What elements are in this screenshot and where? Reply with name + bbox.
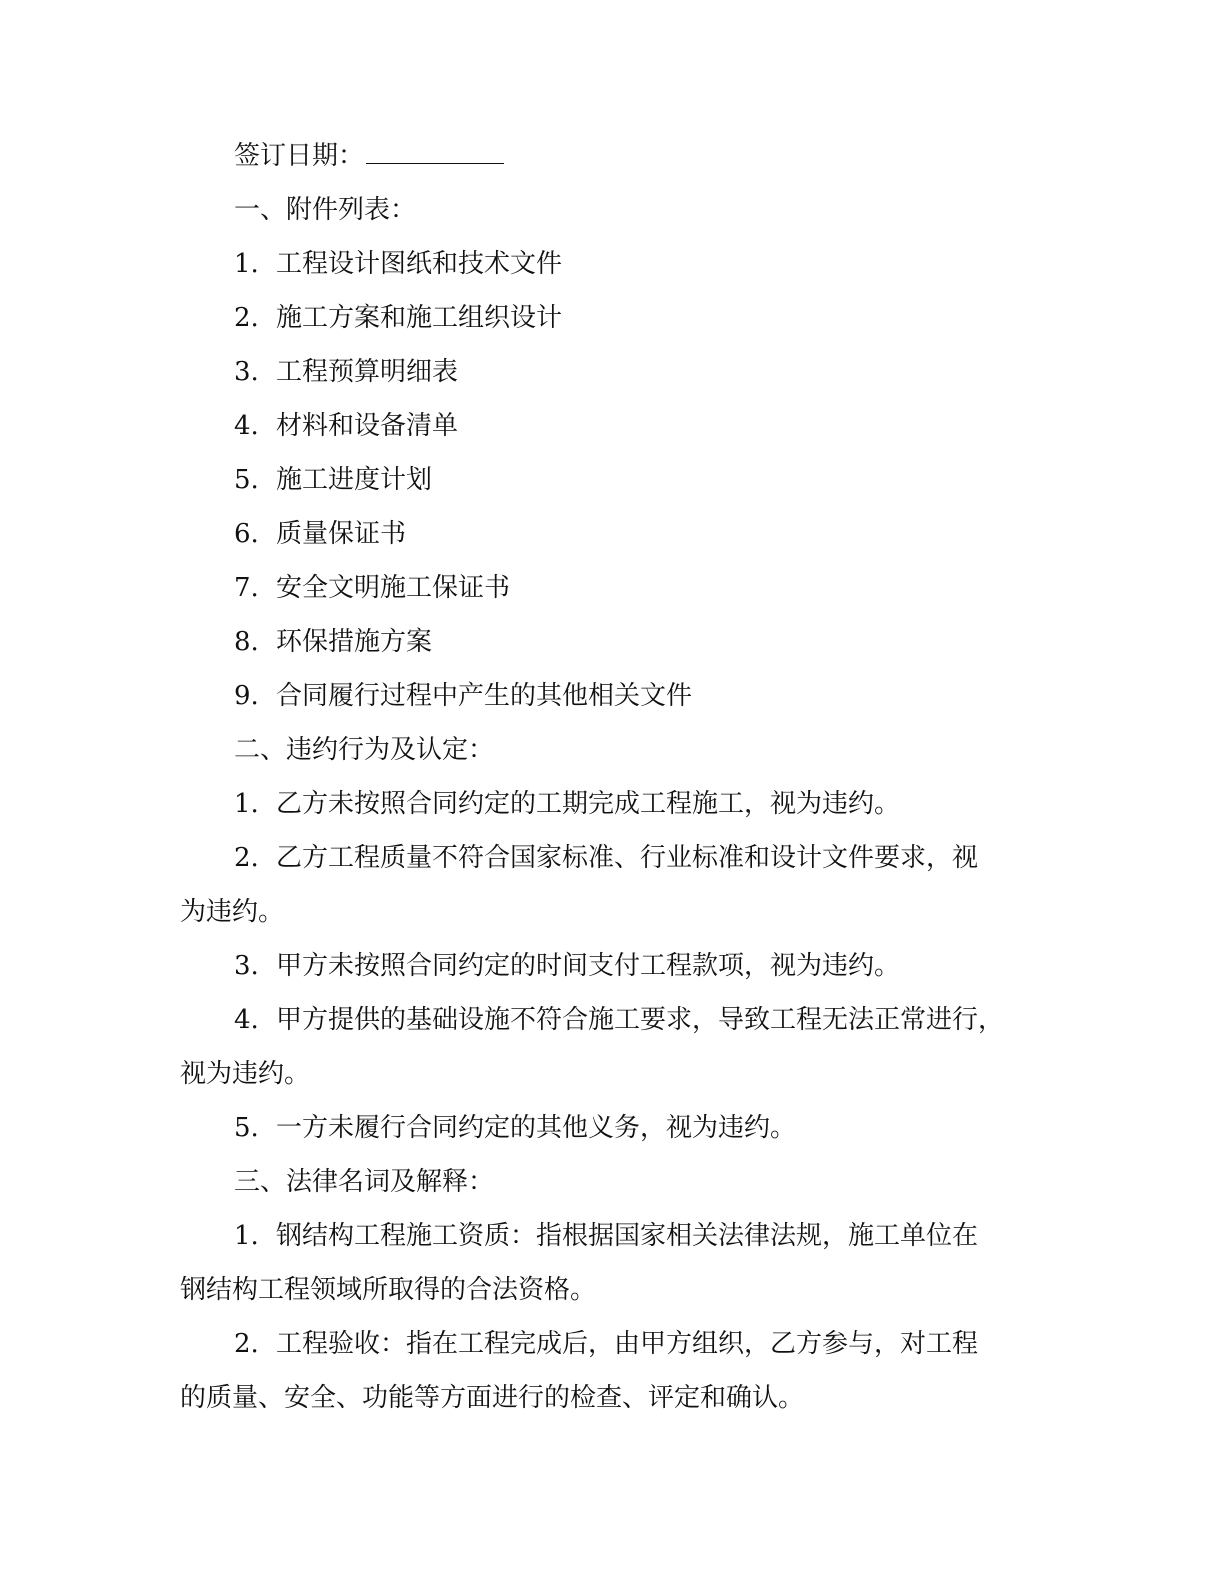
item-number: 2.: [234, 303, 259, 333]
item-text: 一方未履行合同约定的其他义务，视为违约。: [276, 1113, 797, 1143]
item-text: 质量保证书: [276, 519, 407, 549]
item-number: 2.: [234, 843, 259, 873]
section-heading: 三、法律名词及解释：: [234, 1167, 495, 1197]
list-item: [234, 679, 692, 713]
item-text: 材料和设备清单: [276, 411, 459, 441]
item-text: 甲方未按照合同约定的时间支付工程款项，视为违约。: [276, 951, 901, 981]
item-text-continuation: 为违约。: [180, 897, 285, 927]
item-text: 钢结构工程施工资质：指根据国家相关法律法规，施工单位在: [276, 1221, 979, 1251]
item-number: 9.: [234, 681, 259, 711]
list-item: [234, 787, 900, 821]
item-text: 环保措施方案: [276, 627, 433, 657]
list-item: [234, 571, 510, 605]
list-item: [234, 247, 562, 281]
item-number: 7.: [234, 573, 259, 603]
item-text-continuation: 视为违约。: [180, 1059, 311, 1089]
item-number: 3.: [234, 951, 259, 981]
list-item: [234, 949, 900, 983]
list-item: [234, 355, 458, 389]
signing-date-blank: [366, 139, 504, 164]
list-item: [234, 1003, 1004, 1037]
list-item: [234, 301, 562, 335]
list-item: [234, 1111, 796, 1145]
item-number: 5.: [234, 1113, 259, 1143]
item-number: 8.: [234, 627, 259, 657]
item-number: 1.: [234, 249, 259, 279]
item-text: 甲方提供的基础设施不符合施工要求，导致工程无法正常进行，: [276, 1005, 1005, 1035]
item-number: 1.: [234, 1221, 259, 1251]
item-number: 4.: [234, 411, 259, 441]
item-text: 工程验收：指在工程完成后，由甲方组织，乙方参与，对工程: [276, 1329, 979, 1359]
item-text: 合同履行过程中产生的其他相关文件: [276, 681, 693, 711]
item-text: 安全文明施工保证书: [276, 573, 511, 603]
list-item: [234, 517, 406, 551]
list-item: [234, 1219, 978, 1253]
list-item: [234, 409, 458, 443]
list-item: [234, 841, 978, 875]
section-heading: 一、附件列表：: [234, 195, 417, 225]
item-number: 4.: [234, 1005, 259, 1035]
item-text-continuation: 钢结构工程领域所取得的合法资格。: [180, 1275, 597, 1305]
item-number: 1.: [234, 789, 259, 819]
item-text: 工程预算明细表: [276, 357, 459, 387]
signing-date-line: [234, 139, 504, 173]
item-number: 3.: [234, 357, 259, 387]
item-text: 乙方未按照合同约定的工期完成工程施工，视为违约。: [276, 789, 901, 819]
item-number: 2.: [234, 1329, 259, 1359]
list-item: [234, 1327, 978, 1361]
item-text: 施工方案和施工组织设计: [276, 303, 563, 333]
signing-date-label: 签订日期：: [234, 141, 365, 171]
list-item: [234, 625, 432, 659]
item-text-continuation: 的质量、安全、功能等方面进行的检查、评定和确认。: [180, 1383, 805, 1413]
item-text: 施工进度计划: [276, 465, 433, 495]
item-text: 工程设计图纸和技术文件: [276, 249, 563, 279]
item-number: 5.: [234, 465, 259, 495]
list-item: [234, 463, 432, 497]
item-number: 6.: [234, 519, 259, 549]
item-text: 乙方工程质量不符合国家标准、行业标准和设计文件要求，视: [276, 843, 979, 873]
section-heading: 二、违约行为及认定：: [234, 735, 495, 765]
